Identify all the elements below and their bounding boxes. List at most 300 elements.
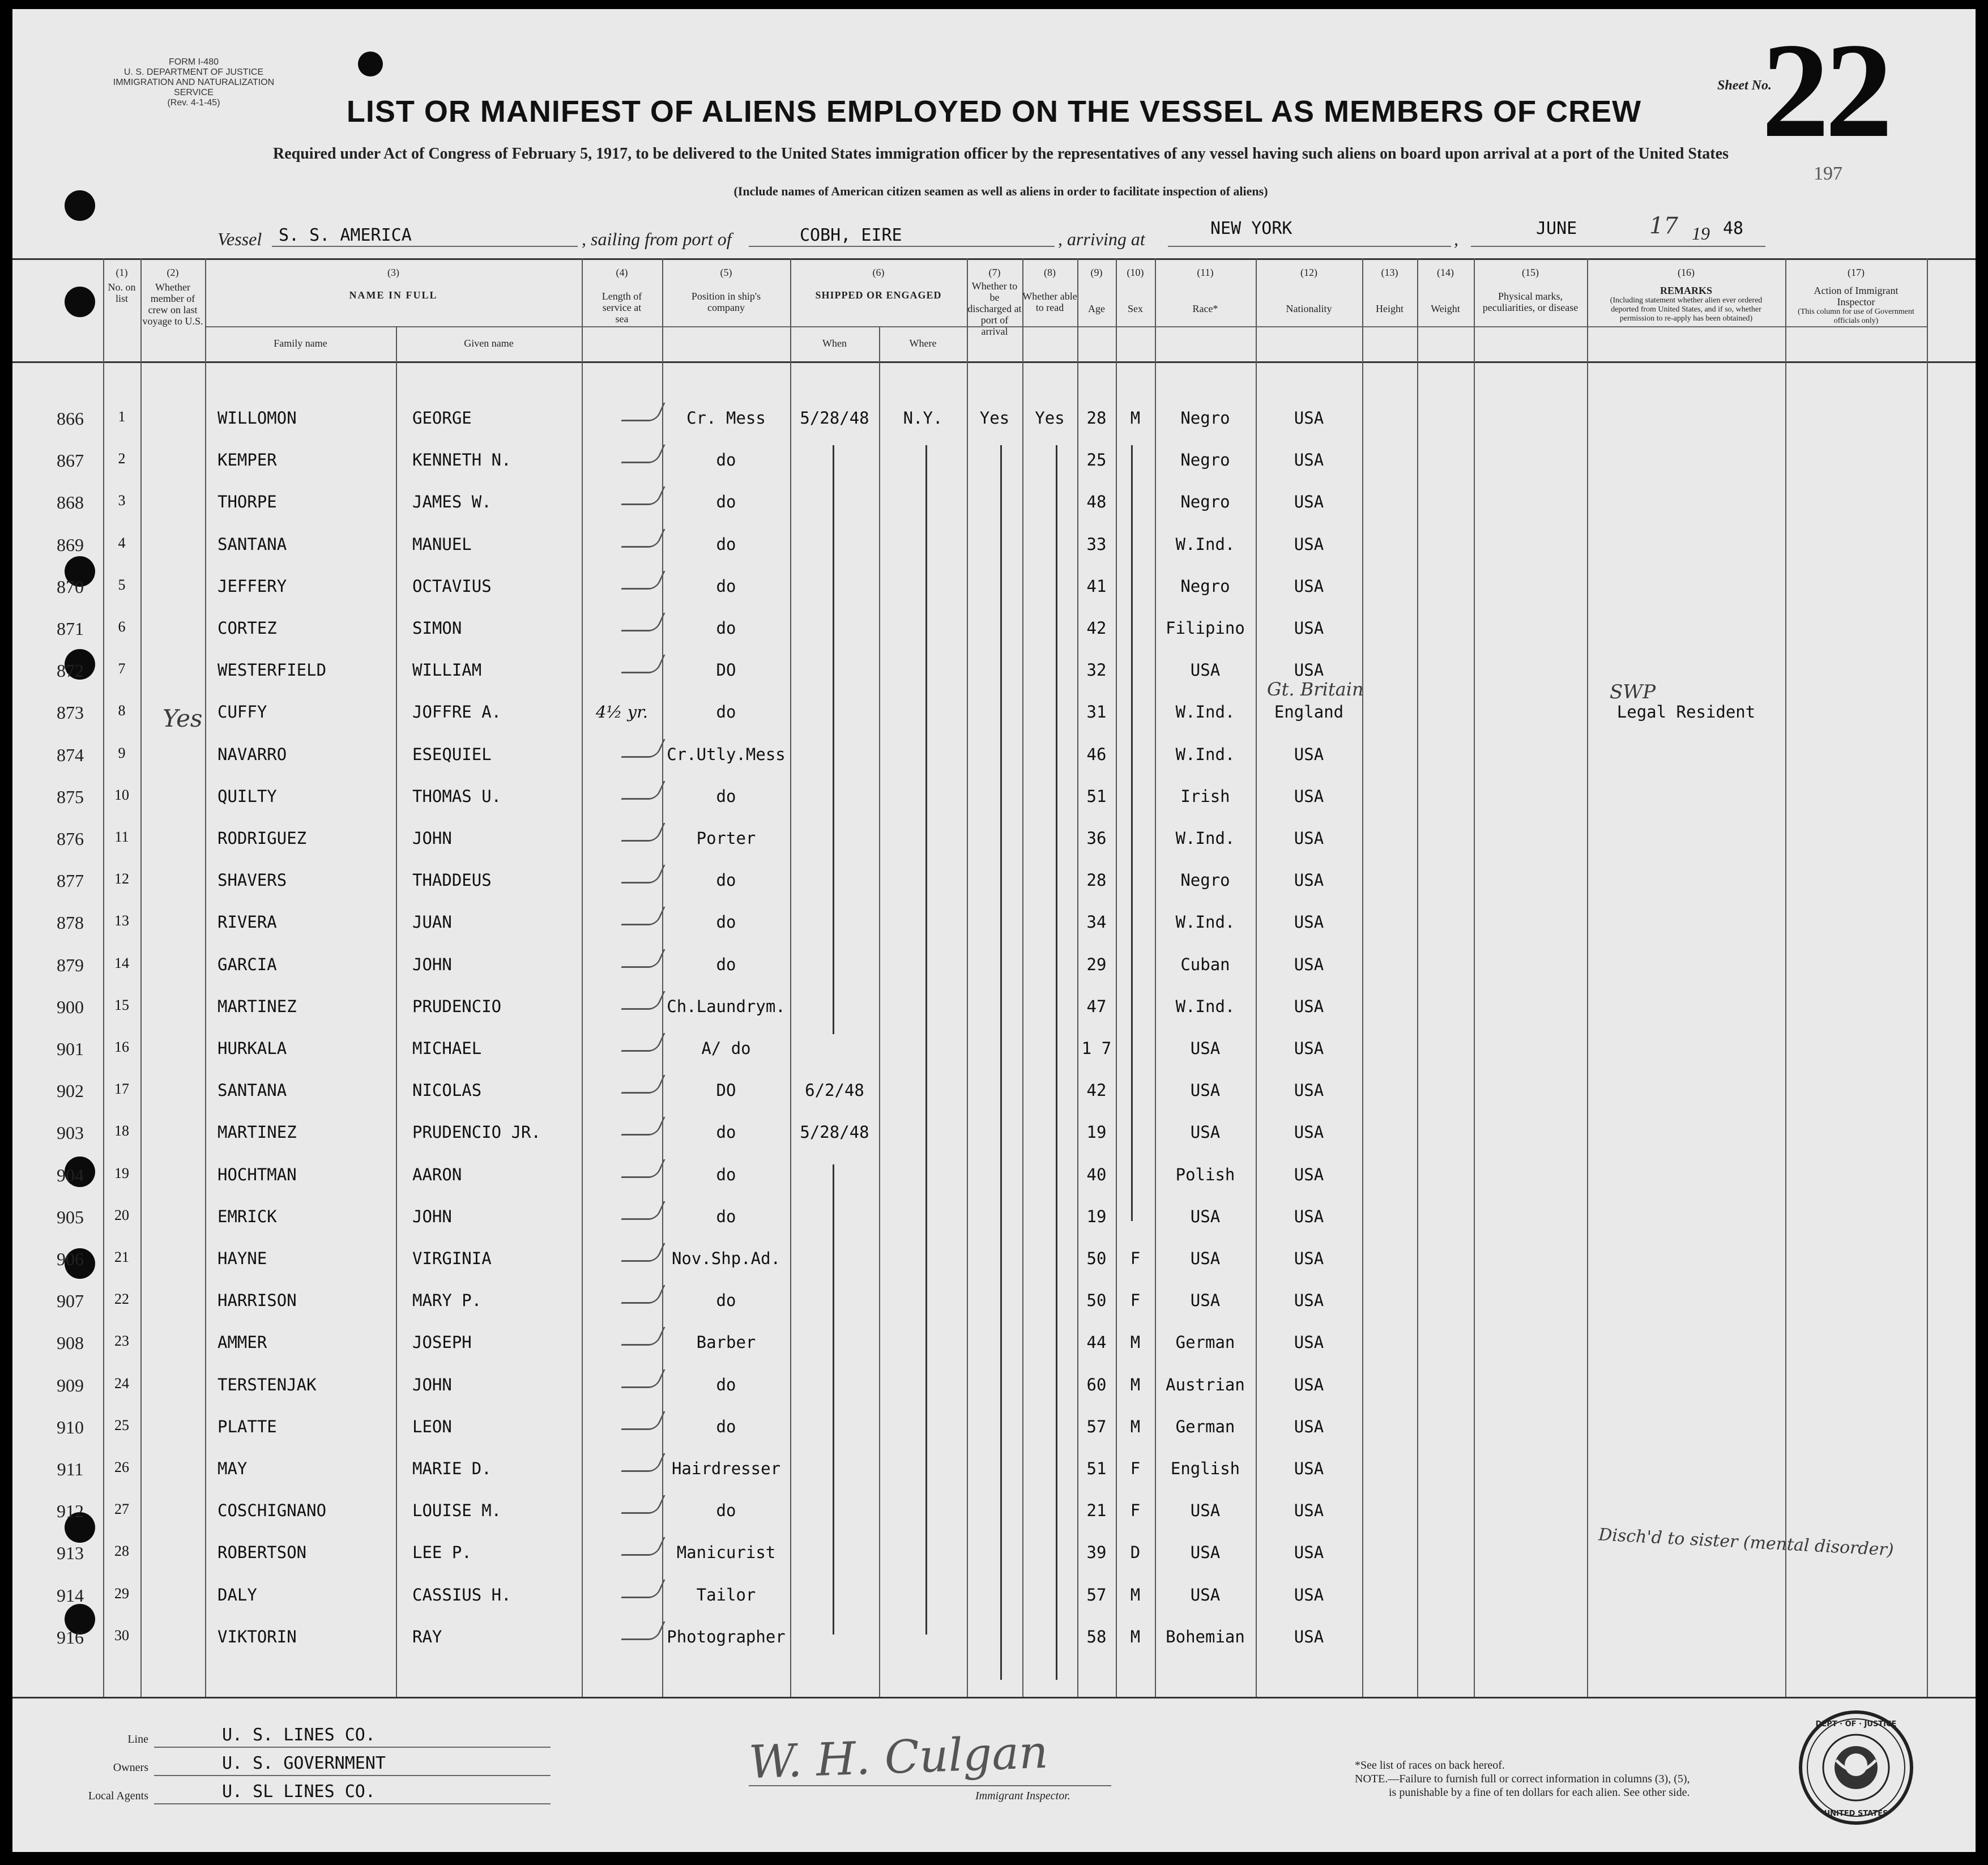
age: 50 — [1086, 1249, 1107, 1268]
position-in-company: Manicurist — [676, 1543, 776, 1563]
position-in-company: do — [716, 954, 736, 974]
row-number: 6 — [118, 618, 126, 635]
margin-entry-number: 902 — [57, 1081, 84, 1102]
page-title: LIST OR MANIFEST OF ALIENS EMPLOYED ON THE VESSEL AS MEMBERS OF CREW — [346, 95, 1642, 129]
sex: D — [1130, 1543, 1141, 1563]
age: 47 — [1086, 996, 1107, 1016]
shipped-when: 5/28/48 — [800, 1123, 869, 1142]
check-mark-icon — [621, 445, 665, 463]
department-seal-image — [1797, 1708, 1916, 1827]
nationality: USA — [1294, 996, 1324, 1016]
given-name: PRUDENCIO — [412, 996, 502, 1016]
family-name: QUILTY — [217, 786, 277, 806]
sex: M — [1130, 1585, 1141, 1604]
given-name: JUAN — [412, 912, 452, 932]
race: USA — [1190, 1039, 1221, 1058]
row-number: 4 — [118, 534, 126, 551]
age: 33 — [1086, 534, 1107, 554]
position-in-company: do — [716, 870, 736, 890]
table-row — [12, 1165, 1976, 1188]
age: 42 — [1086, 618, 1107, 638]
race: Negro — [1180, 870, 1230, 890]
race: Negro — [1180, 450, 1230, 470]
nationality: USA — [1294, 534, 1324, 554]
given-name: CASSIUS H. — [412, 1585, 511, 1604]
col-height-header: (13) Height — [1376, 267, 1403, 314]
nationality: USA — [1294, 1543, 1324, 1563]
nationality: USA — [1294, 954, 1324, 974]
sheet-stamp-number: 197 — [1814, 163, 1842, 184]
row-number: 25 — [114, 1416, 129, 1433]
table-row — [12, 618, 1976, 641]
age: 34 — [1086, 912, 1107, 932]
position-in-company: do — [716, 1123, 736, 1142]
given-name: LOUISE M. — [412, 1501, 502, 1521]
check-mark-icon — [621, 949, 665, 968]
col-when-header: When — [822, 338, 847, 349]
position-in-company: do — [716, 1164, 736, 1184]
margin-entry-number: 901 — [57, 1039, 84, 1059]
family-name: WESTERFIELD — [217, 660, 327, 680]
race: Negro — [1180, 492, 1230, 512]
col-race-header: (11) Race* — [1192, 267, 1218, 314]
table-row — [12, 702, 1976, 725]
race: W.Ind. — [1175, 744, 1235, 764]
given-name: GEORGE — [412, 408, 472, 428]
check-mark-icon — [621, 823, 665, 842]
age: 39 — [1086, 1543, 1107, 1563]
table-row — [12, 492, 1976, 515]
sex: F — [1130, 1459, 1141, 1478]
col-discharge-header: (7) Whether to be discharged at port of arrival — [967, 267, 1022, 337]
race: W.Ind. — [1175, 702, 1235, 722]
nationality: USA — [1294, 1206, 1324, 1226]
race: Cuban — [1180, 954, 1230, 974]
row-number: 11 — [114, 829, 129, 845]
row-number: 21 — [114, 1249, 129, 1265]
given-name: JOHN — [412, 829, 452, 848]
row-number: 9 — [118, 744, 126, 761]
given-name: VIRGINIA — [412, 1249, 492, 1268]
age: 19 — [1086, 1123, 1107, 1142]
check-mark-icon — [621, 1369, 665, 1388]
subtitle-include: (Include names of American citizen seamen as well as aliens in order to facilitate inspection of aliens) — [733, 184, 1268, 198]
col-read-header: (8) Whether able to read — [1022, 267, 1077, 313]
line-value: U. S. LINES CO. — [222, 1725, 376, 1745]
family-name: PLATTE — [217, 1416, 277, 1436]
footnote-penalty: NOTE.—Failure to furnish full or correct information in columns (3), (5), — [1355, 1773, 1690, 1785]
position-in-company: Nov.Shp.Ad. — [671, 1249, 781, 1268]
table-row — [12, 535, 1976, 557]
family-name: CUFFY — [217, 702, 267, 722]
sheet-label: Sheet No. — [1717, 78, 1772, 93]
nationality: USA — [1294, 492, 1324, 512]
margin-entry-number: 868 — [57, 492, 84, 513]
row-number: 5 — [118, 576, 126, 593]
nationality: USA — [1294, 618, 1324, 638]
nationality: USA — [1294, 408, 1324, 428]
given-name: THOMAS U. — [412, 786, 502, 806]
shipped-where: N.Y. — [903, 408, 943, 428]
col-weight-header: (14) Weight — [1431, 267, 1460, 314]
line-label: Line — [127, 1733, 148, 1745]
position-in-company: do — [716, 534, 736, 554]
check-mark-icon — [621, 1580, 665, 1598]
margin-entry-number: 874 — [57, 744, 84, 765]
inspector-label: Immigrant Inspector. — [975, 1790, 1070, 1802]
handwritten-swp: SWP — [1610, 681, 1656, 703]
margin-entry-number: 905 — [57, 1206, 84, 1227]
family-name: NAVARRO — [217, 744, 287, 764]
race: W.Ind. — [1175, 829, 1235, 848]
margin-entry-number: 903 — [57, 1123, 84, 1143]
position-in-company: Porter — [696, 829, 756, 848]
col-position-header: (5) Position in ship's company — [691, 267, 761, 313]
family-name: KEMPER — [217, 450, 277, 470]
margin-entry-number: 906 — [57, 1249, 84, 1269]
check-mark-icon — [621, 1285, 665, 1304]
nationality: USA — [1294, 1081, 1324, 1100]
table-row — [12, 829, 1976, 851]
manifest-sheet: FORM I-480 U. S. DEPARTMENT OF JUSTICE IMMIGRATION AND NATURALIZATION SERVICE (Rev. 4-1-45) Sheet No. 22 197 LIST OR MANIFEST OF ALIENS EMPLOYED ON THE VESSEL AS MEMBERS OF CREW Required under Act of Congress of February 5, 1917, to be delivered to the United States immigration officer by the representatives of any vessel having such aliens on board upon arrival at a port of the United States (Include names of American citizen seamen as well as aliens in order to facilitate inspection of aliens) Vessel S. S. AMERICA , sailing from port of COBH, EIRE , arriving at NEW YORK , JUNE 17 19 48 (1) No. on list (2) Whether member of crew on last voyage to U.S. (3) NAME IN FULL Family name Given name (4) Length of service at sea (5) Position in ship's company (6) SHIPPED OR ENGAGED When Where (7) Whether to be discharged at port of arrival (8) Whether able to read (9) Age (10) Sex (11) Race* (12) Nationality (13) Height (14) Weight (15) Physical marks, peculiarities, or disease (16) REMARKS (Including statement whether alien ever ordered deported from United States, and if so, whether permission to re-apply has been obtained) (17) Action of Immigrant Inspector (This column for use of Government officials only) 866 1 WILLOMON GEORGE Cr. Mess 5/28/48 N.Y. Yes Yes 28 M Negro USA 867 2 KEMPER KENNETH N. do 25 Negro USA 868 3 THORPE JAMES W. do 48 Negro USA 869 4 SANTANA MANUEL do 33 W.Ind. USA 870 5 JEFFERY OCTAVIUS do 41 Negro USA 871 6 CORTEZ SIMON do 42 Filipino USA 872 7 WESTERFIELD WILLIAM DO 32 USA USA 873 8 CUFFY JOFFRE A. 4½ yr. do 31 W.Ind. England Legal Resident 874 9 NAVARRO ESEQUIEL Cr.Utly.Mess 46 W.Ind. USA 875 10 QUILTY THOMAS U. do 51 Irish USA 876 11 RODRIGUEZ JOHN Porter 36 W.Ind. USA 877 12 SHAVERS THADDEUS do 28 Negro USA 878 13 RIVERA JUAN do 34 W.Ind. USA 879 14 GARCIA JOHN do 29 Cuban USA 900 15 MARTINEZ PRUDENCIO Ch.Laundrym. 47 W.Ind. USA 901 16 HURKALA MICHAEL A/ do 1 7 USA USA 902 17 SANTANA NICOLAS DO 6/2/48 42 USA USA 903 18 MARTINEZ PRUDENCIO JR. do 5/28/48 19 USA USA 904 19 HOCHTMAN AARON do 40 Polish USA 905 20 EMRICK JOHN do 19 USA USA 906 21 HAYNE VIRGINIA Nov.Shp.Ad. 50 F USA USA 907 22 HARRISON MARY P. do 50 F USA USA 908 23 AMMER JOSEPH Barber 44 M German USA 909 24 TERSTENJAK JOHN do 60 M Austrian USA 910 25 PLATTE LEON do 57 M German USA 911 26 MAY MARIE D. Hairdresser 51 F English USA 912 27 COSCHIGNANO LOUISE M. do 21 F USA USA 913 28 ROBERTSON LEE P. Manicurist 39 D USA USA 914 29 DALY CASSIUS H. Tailor 57 M USA USA 916 30 VIKTORIN RAY Photographer 58 M Bohemian USA Yes Gt. Britain SWP Disch'd to sister (mental disorder) Line U. S. LINES CO. Owners U. S. GOVERNMENT Local Agents U. SL LINES CO. W. H. Culgan Immigrant Inspector. *See list of races on back hereof. NOTE.—Failure to furnish full or correct information in columns (3), (5), is punishable by a fine of ten dollars for each alien. See other side. DEPT · OF · JUSTICE UNITED STATES — [12, 9, 1976, 1852]
footnote-races: *See list of races on back hereof. — [1355, 1759, 1505, 1772]
given-name: THADDEUS — [412, 870, 492, 890]
position-in-company: Hairdresser — [671, 1459, 781, 1478]
family-name: SHAVERS — [217, 870, 287, 890]
position-in-company: do — [716, 618, 736, 638]
sex: M — [1130, 1333, 1141, 1352]
form-number: FORM I-480 — [168, 57, 219, 67]
margin-entry-number: 907 — [57, 1291, 84, 1312]
race: USA — [1190, 660, 1221, 680]
punch-hole — [65, 287, 95, 317]
handwritten-discharged-note: Disch'd to sister (mental disorder) — [1598, 1525, 1895, 1560]
race: W.Ind. — [1175, 912, 1235, 932]
race: W.Ind. — [1175, 534, 1235, 554]
margin-entry-number: 871 — [57, 618, 84, 639]
punch-hole — [65, 190, 95, 221]
age: 1 7 — [1081, 1039, 1112, 1058]
table-row — [12, 912, 1976, 935]
nationality: USA — [1294, 1291, 1324, 1311]
race: W.Ind. — [1175, 996, 1235, 1016]
col-family-header: Family name — [274, 338, 327, 349]
margin-entry-number: 875 — [57, 786, 84, 807]
row-number: 29 — [114, 1585, 129, 1602]
family-name: MAY — [217, 1459, 248, 1478]
age: 51 — [1086, 786, 1107, 806]
table-row — [12, 1627, 1976, 1650]
age: 57 — [1086, 1585, 1107, 1604]
nationality: USA — [1294, 1501, 1324, 1521]
family-name: JEFFERY — [217, 576, 287, 596]
row-number: 7 — [118, 660, 126, 677]
check-mark-icon — [621, 1201, 665, 1220]
arrival-port: NEW YORK — [1210, 219, 1292, 238]
handwritten-gt-britain: Gt. Britain — [1267, 678, 1364, 700]
position-in-company: do — [716, 576, 736, 596]
margin-entry-number: 908 — [57, 1333, 84, 1354]
nationality: USA — [1294, 1123, 1324, 1142]
row-number: 3 — [118, 492, 126, 509]
position-in-company: do — [716, 1501, 736, 1521]
punch-hole — [358, 52, 383, 76]
nationality: USA — [1294, 1627, 1324, 1646]
sex: M — [1130, 408, 1141, 428]
owners-value: U. S. GOVERNMENT — [222, 1753, 386, 1773]
vessel-label: Vessel — [217, 229, 262, 249]
check-mark-icon — [621, 571, 665, 590]
family-name: HOCHTMAN — [217, 1164, 297, 1184]
position-in-company: DO — [716, 1081, 736, 1100]
row-number: 22 — [114, 1291, 129, 1308]
given-name: MARY P. — [412, 1291, 482, 1311]
arrival-year: 48 — [1723, 219, 1744, 238]
position-in-company: Photographer — [667, 1627, 786, 1646]
row-number: 8 — [118, 702, 126, 719]
owners-label: Owners — [113, 1761, 148, 1774]
table-row — [12, 1459, 1976, 1482]
race: USA — [1190, 1081, 1221, 1100]
race: USA — [1190, 1249, 1221, 1268]
race: USA — [1190, 1123, 1221, 1142]
arrival-day: 17 — [1649, 213, 1678, 239]
check-mark-icon — [621, 1453, 665, 1472]
margin-entry-number: 910 — [57, 1416, 84, 1437]
length-of-service: 4½ yr. — [595, 702, 649, 722]
row-number: 15 — [114, 996, 129, 1013]
table-row — [12, 1585, 1976, 1608]
margin-entry-number: 911 — [57, 1459, 84, 1479]
position-in-company: do — [716, 1375, 736, 1394]
check-mark-icon — [621, 1075, 665, 1094]
position-in-company: Ch.Laundrym. — [667, 996, 786, 1016]
port-of-departure: COBH, EIRE — [800, 225, 902, 245]
margin-entry-number: 866 — [57, 408, 84, 429]
check-mark-icon — [621, 1495, 665, 1514]
row-number: 20 — [114, 1206, 129, 1223]
race: USA — [1190, 1291, 1221, 1311]
sex: M — [1130, 1416, 1141, 1436]
nationality: USA — [1294, 829, 1324, 848]
row-number: 12 — [114, 870, 129, 887]
age: 32 — [1086, 660, 1107, 680]
race: German — [1175, 1416, 1235, 1436]
family-name: HAYNE — [217, 1249, 267, 1268]
margin-entry-number: 876 — [57, 829, 84, 849]
given-name: WILLIAM — [412, 660, 482, 680]
col-where-header: Where — [909, 338, 937, 349]
col-given-header: Given name — [464, 338, 514, 349]
check-mark-icon — [621, 1159, 665, 1178]
family-name: TERSTENJAK — [217, 1375, 317, 1394]
table-row — [12, 955, 1976, 978]
given-name: JOSEPH — [412, 1333, 472, 1352]
age: 60 — [1086, 1375, 1107, 1394]
nationality: USA — [1294, 1459, 1324, 1478]
age: 31 — [1086, 702, 1107, 722]
position-in-company: Tailor — [696, 1585, 756, 1604]
family-name: ROBERTSON — [217, 1543, 307, 1563]
position-in-company: do — [716, 1206, 736, 1226]
age: 28 — [1086, 870, 1107, 890]
family-name: THORPE — [217, 492, 277, 512]
given-name: PRUDENCIO JR. — [412, 1123, 541, 1142]
age: 46 — [1086, 744, 1107, 764]
nationality: USA — [1294, 1039, 1324, 1058]
position-in-company: Cr.Utly.Mess — [667, 744, 786, 764]
form-department: U. S. DEPARTMENT OF JUSTICE — [123, 67, 264, 77]
race: Irish — [1180, 786, 1230, 806]
given-name: MANUEL — [412, 534, 472, 554]
table-row — [12, 450, 1976, 473]
local-agents-value: U. SL LINES CO. — [222, 1782, 376, 1802]
margin-entry-number: 912 — [57, 1501, 84, 1522]
position-in-company: DO — [716, 660, 736, 680]
given-name: JAMES W. — [412, 492, 492, 512]
given-name: KENNETH N. — [412, 450, 511, 470]
check-mark-icon — [621, 865, 665, 884]
family-name: EMRICK — [217, 1206, 277, 1226]
margin-entry-number: 916 — [57, 1627, 84, 1648]
family-name: MARTINEZ — [217, 996, 297, 1016]
col-physical-header: (15) Physical marks, peculiarities, or disease — [1482, 267, 1579, 313]
shipped-when: 5/28/48 — [800, 408, 869, 428]
table-row — [12, 1123, 1976, 1145]
form-revision: (Rev. 4-1-45) — [167, 98, 220, 108]
margin-entry-number: 878 — [57, 912, 84, 933]
age: 51 — [1086, 1459, 1107, 1478]
given-name: RAY — [412, 1627, 442, 1646]
table-row — [12, 1501, 1976, 1523]
nationality: USA — [1294, 912, 1324, 932]
col-length-header: (4) Length of service at sea — [601, 267, 642, 325]
footnote-fine: is punishable by a fine of ten dollars for each alien. See other side. — [1389, 1786, 1690, 1799]
given-name: AARON — [412, 1164, 462, 1184]
col-name-header: (3) NAME IN FULL — [349, 267, 438, 301]
age: 58 — [1086, 1627, 1107, 1646]
sex: F — [1130, 1291, 1141, 1311]
col-crew-header: (2) Whether member of crew on last voyage to U.S. — [142, 267, 203, 327]
arriving-label: , arriving at — [1058, 229, 1145, 249]
form-service: IMMIGRATION AND NATURALIZATION SERVICE — [113, 78, 275, 97]
check-mark-icon — [621, 991, 665, 1010]
handwritten-yes: Yes — [163, 705, 203, 732]
given-name: JOHN — [412, 1206, 452, 1226]
table-row — [12, 660, 1976, 683]
age: 48 — [1086, 492, 1107, 512]
given-name: NICOLAS — [412, 1081, 482, 1100]
col-sex-header: (10) Sex — [1127, 267, 1144, 314]
row-number: 23 — [114, 1333, 129, 1350]
table-row — [12, 1291, 1976, 1313]
col-nationality-header: (12) Nationality — [1286, 267, 1332, 314]
row-number: 28 — [114, 1543, 129, 1560]
age: 50 — [1086, 1291, 1107, 1311]
race: Negro — [1180, 408, 1230, 428]
col-no-header: (1) No. on list — [108, 267, 136, 304]
given-name: OCTAVIUS — [412, 576, 492, 596]
check-mark-icon — [621, 529, 665, 548]
margin-entry-number: 914 — [57, 1585, 84, 1606]
row-number: 30 — [114, 1627, 129, 1644]
nationality: USA — [1294, 1333, 1324, 1352]
given-name: ESEQUIEL — [412, 744, 492, 764]
table-row — [12, 997, 1976, 1019]
age: 44 — [1086, 1333, 1107, 1352]
check-mark-icon — [621, 1537, 665, 1556]
row-number: 24 — [114, 1375, 129, 1392]
col-action-header: (17) Action of Immigrant Inspector (This column for use of Government officials only) — [1798, 267, 1914, 325]
position-in-company: do — [716, 912, 736, 932]
age: 36 — [1086, 829, 1107, 848]
local-agents-label: Local Agents — [88, 1790, 148, 1802]
given-name: JOFFRE A. — [412, 702, 502, 722]
table-row — [12, 1333, 1976, 1355]
family-name: VIKTORIN — [217, 1627, 297, 1646]
nationality: USA — [1294, 1164, 1324, 1184]
age: 29 — [1086, 954, 1107, 974]
check-mark-icon — [621, 403, 665, 421]
table-row — [12, 870, 1976, 893]
race: Polish — [1175, 1164, 1235, 1184]
row-number: 26 — [114, 1459, 129, 1475]
age: 41 — [1086, 576, 1107, 596]
position-in-company: do — [716, 702, 736, 722]
age: 57 — [1086, 1416, 1107, 1436]
position-in-company: do — [716, 492, 736, 512]
family-name: RODRIGUEZ — [217, 829, 307, 848]
row-number: 14 — [114, 954, 129, 971]
race: German — [1175, 1333, 1235, 1352]
check-mark-icon — [621, 1033, 665, 1052]
nationality: USA — [1294, 744, 1324, 764]
margin-entry-number: 913 — [57, 1543, 84, 1564]
check-mark-icon — [621, 1243, 665, 1262]
col-shipped-header: (6) SHIPPED OR ENGAGED — [815, 267, 942, 301]
check-mark-icon — [621, 486, 665, 505]
family-name: WILLOMON — [217, 408, 297, 428]
age: 28 — [1086, 408, 1107, 428]
remarks: Legal Resident — [1616, 702, 1756, 722]
age: 25 — [1086, 450, 1107, 470]
sex: M — [1130, 1375, 1141, 1394]
given-name: LEE P. — [412, 1543, 472, 1563]
able-to-read: Yes — [1035, 408, 1065, 428]
row-number: 16 — [114, 1039, 129, 1055]
race: USA — [1190, 1501, 1221, 1521]
row-number: 19 — [114, 1164, 129, 1181]
family-name: SANTANA — [217, 1081, 287, 1100]
family-name: CORTEZ — [217, 618, 277, 638]
row-number: 13 — [114, 912, 129, 929]
vessel-name: S. S. AMERICA — [279, 225, 412, 245]
check-mark-icon — [621, 781, 665, 800]
check-mark-icon — [621, 739, 665, 758]
check-mark-icon — [621, 655, 665, 673]
family-name: DALY — [217, 1585, 257, 1604]
check-mark-icon — [621, 1411, 665, 1430]
family-name: HURKALA — [217, 1039, 287, 1058]
age: 19 — [1086, 1206, 1107, 1226]
discharge-at-arrival: Yes — [979, 408, 1010, 428]
given-name: MICHAEL — [412, 1039, 482, 1058]
family-name: RIVERA — [217, 912, 277, 932]
svg-text:DEPT · OF · JUSTICE: DEPT · OF · JUSTICE — [1815, 1720, 1897, 1729]
svg-text:UNITED STATES: UNITED STATES — [1824, 1809, 1888, 1818]
table-row — [12, 1375, 1976, 1398]
table-row — [12, 787, 1976, 809]
